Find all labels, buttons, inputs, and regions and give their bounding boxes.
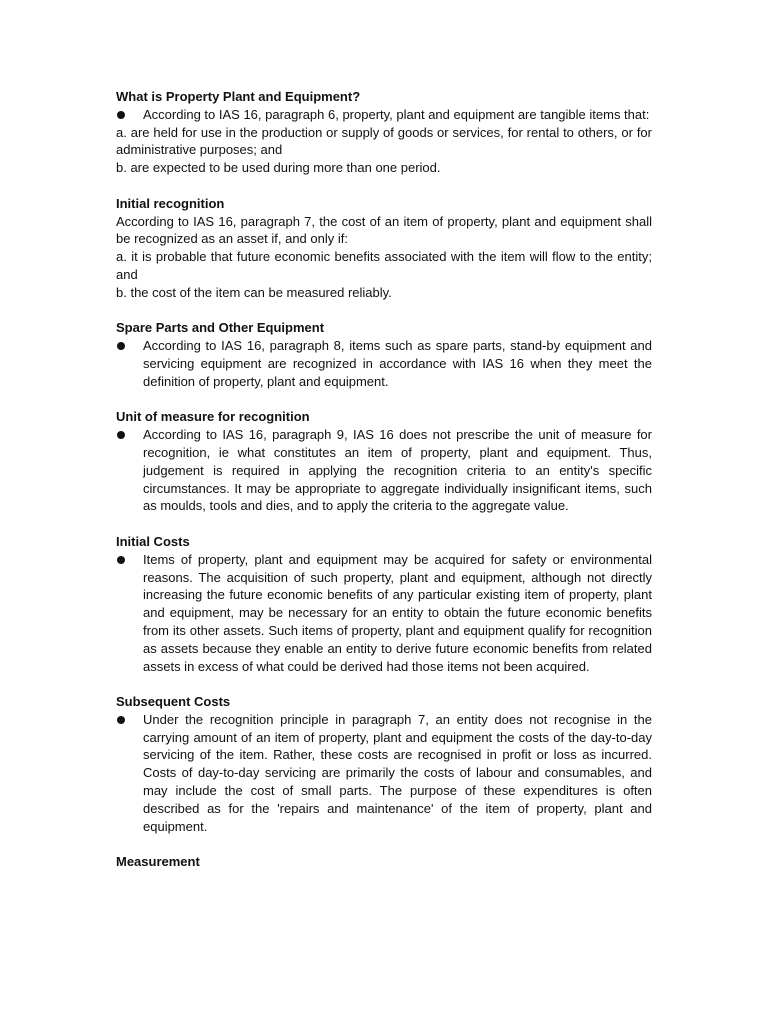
paragraph: a. it is probable that future economic benefits associated with the item will flow to the entity; and [116,249,652,282]
heading-initial-costs: Initial Costs [116,533,190,549]
bullet-item [116,106,652,124]
paragraph: According to IAS 16, paragraph 7, the cost of an item of property, plant and equipment shall be recognized as an asset if, and only if: [116,213,652,247]
bullet-text: According to IAS 16, paragraph 8, items such as spare parts, stand-by equipment and servicing equipment are recognized in accordance with IAS 16 when they meet the definition of property, plant and equipment. [143,338,652,389]
bullet-item [116,337,652,390]
heading-spare-parts: Spare Parts and Other Equipment [116,320,325,336]
bullet-text: Under the recognition principle in paragraph 7, an entity does not recognise in the carrying amount of an item of property, plant and equipment the costs of the day-to-day servicing of the item. Rather, these costs are recognised in profit or loss as incurred. Costs of day-to-day servicing are primarily the costs of labour and consumables, and may include the cost of small parts. The purpose of these expenditures is often described as for the 'repairs and maintenance' of the item of property, plant and equipment. [143,711,652,834]
bullet-item [116,551,652,676]
paragraph: b. are expected to be used during more than one period. [116,160,441,176]
bullet-icon [117,111,125,119]
bullet-text: According to IAS 16, paragraph 9, IAS 16 does not prescribe the unit of measure for recognition, ie what constitutes an item of property, plant and equipment. Thus, judgement is required in applying the recognition criteria to an entity's specific circumstances. It may be appropriate to aggregate individually insignificant items, such as moulds, tools and dies, and to apply the criteria to the aggregate value. [143,427,652,514]
bullet-icon [117,342,125,350]
heading-ppe: What is Property Plant and Equipment? [116,89,361,104]
bullet-item [116,426,652,515]
heading-subsequent-costs: Subsequent Costs [116,694,231,710]
bullet-icon [117,431,125,439]
bullet-icon [117,556,125,564]
bullet-icon [117,716,125,724]
bullet-item [116,711,652,836]
document-page [116,88,652,871]
bullet-text: According to IAS 16, paragraph 6, property, plant and equipment are tangible items that: [143,106,650,122]
heading-unit-of-measure: Unit of measure for recognition [116,409,310,425]
heading-initial-recognition: Initial recognition [116,195,225,211]
bullet-text: Items of property, plant and equipment may be acquired for safety or environmental reasons. The acquisition of such property, plant and equipment, although not directly increasing the future economic benefits of any particular existing item of property, plant and equipment, may be necessary for an entity to obtain the future economic benefits from its other assets. Such items of property, plant and equipment qualify for recognition as assets because they enable an entity to derive future economic benefits from related assets in excess of what could be derived had those items not been acquired. [143,551,652,674]
paragraph: a. are held for use in the production or supply of goods or services, for rental to others, or for administrative purposes; and [116,124,652,158]
paragraph: b. the cost of the item can be measured reliably. [116,284,392,300]
heading-measurement: Measurement [116,854,200,870]
